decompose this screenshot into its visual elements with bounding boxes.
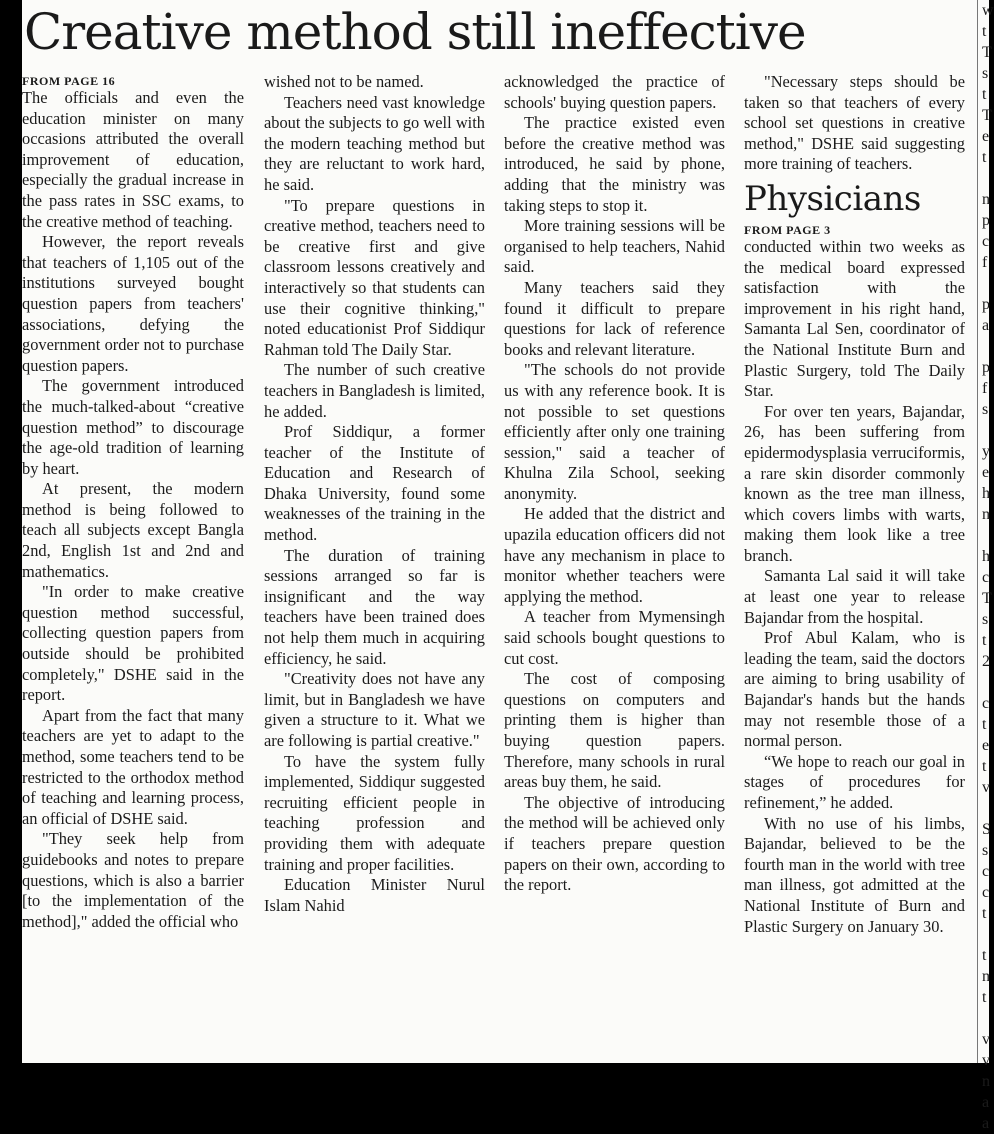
paragraph: conducted within two weeks as the medical board expressed satisfaction with the improvement in his right hand, Samanta Lal Sen, coordinator of the National Institute Burn and Plastic Surgery, told The Daily Star. [744,236,965,401]
paragraph: More training sessions will be organised to help teachers, Nahid said. [504,216,725,277]
paragraph: Prof Abul Kalam, who is leading the team, said the doctors are aiming to bring usability of Bajandar's hands but the hands may not resemble those of a normal person. [744,628,965,751]
paragraph: "To prepare questions in creative method, teachers need to be creative first and give classroom lessons creatively and interactively so that students can use their cognitive thinking," noted educationist Prof Siddiqur Rahman told The Daily Star. [264,195,485,359]
paragraph: The number of such creative teachers in Bangladesh is limited, he added. [264,360,485,421]
paragraph: Prof Siddiqur, a former teacher of the Institute of Education and Research of Dhaka University, found some weaknesses of the training in the method. [264,422,485,545]
article-column-2 [264,72,485,916]
article-column-1 [22,72,244,932]
article-headline: Creative method still ineffective [24,3,806,61]
paragraph: "Necessary steps should be taken so that teachers of every school set questions in creative method," DSHE said suggesting more training of teachers. [744,72,965,174]
column-rule [977,0,978,1063]
paragraph: Many teachers said they found it difficult to prepare questions for lack of reference books and relevant literature. [504,277,725,359]
paragraph: However, the report reveals that teachers of 1,105 out of the institutions surveyed bought question papers from teachers' associations, defying the government order not to purchase question papers. [22,232,244,375]
paragraph: The government introduced the much-talked-about “creative question method” to discourage the age-old tradition of learning by heart. [22,376,244,478]
paragraph: To have the system fully implemented, Siddiqur suggested recruiting efficient people in teaching profession and providing them with adequate training and proper facilities. [264,751,485,874]
paragraph: For over ten years, Bajandar, 26, has been suffering from epidermodysplasia verruciformis, a rare skin disorder commonly known as the tree man illness, which covers limbs with warts, making them look like a tree branch. [744,401,965,565]
paragraph: The practice existed even before the creative method was introduced, he said by phone, adding that the ministry was taking steps to stop it. [504,113,725,215]
paragraph: The officials and even the education minister on many occasions attributed the overall improvement of education, especially the gradual increase in the pass rates in SSC exams, to the creative method of teaching. [22,88,244,231]
paragraph: He added that the district and upazila education officers did not have any mechanism in place to monitor whether teachers were applying the method. [504,504,725,606]
paragraph: Samanta Lal said it will take at least one year to release Bajandar from the hospital. [744,566,965,627]
paragraph: A teacher from Mymensingh said schools bought questions to cut cost. [504,607,725,668]
article-column-4 [744,72,965,937]
paragraph: The duration of training sessions arranged so far is insignificant and the way teachers have been trained does not help them much in acquiring efficiency, he said. [264,545,485,668]
newspaper-clipping [22,0,994,1132]
article-column-3 [504,72,725,896]
continued-from-label: FROM PAGE 16 [22,74,116,88]
paragraph: Apart from the fact that many teachers are yet to adapt to the method, some teachers tend to be restricted to the orthodox method of teaching and learning process, an official of DSHE said. [22,705,244,828]
paragraph: acknowledged the practice of schools' buying question papers. [504,72,725,112]
continued-from-label: FROM PAGE 3 [744,222,831,237]
paragraph: "Creativity does not have any limit, but in Bangladesh we have given a structure to it. What we are following is partial creative." [264,669,485,750]
paragraph: “We hope to reach our goal in stages of procedures for refinement,” he added. [744,751,965,812]
paragraph: wished not to be named. [264,72,424,91]
paragraph: Teachers need vast knowledge about the subjects to go well with the modern teaching method but they are reluctant to work hard, he said. [264,92,485,194]
adjacent-column-fragment: w t T s t T e t n p c f p a p f s y e h n h c T s t 2 c t e t v S s c c t t n t v v n a a [982,2,994,1132]
paragraph: "The schools do not provide us with any reference book. It is not possible to set questions efficiently after only one training session," said a teacher of Khulna Zila School, seeking anonymity. [504,360,725,503]
paragraph: The objective of introducing the method will be achieved only if teachers prepare question papers on their own, according to the report. [504,792,725,895]
paragraph: Education Minister Nurul Islam Nahid [264,875,485,915]
second-article-headline: Physicians [744,178,921,219]
paragraph: "In order to make creative question method successful, collecting question papers from outside should be prohibited completely," DSHE said in the report. [22,582,244,705]
paragraph: At present, the modern method is being followed to teach all subjects except Bangla 2nd, English 1st and 2nd and mathematics. [22,479,244,581]
paragraph: "They seek help from guidebooks and notes to prepare questions, which is also a barrier [to the implementation of the method]," added the official who [22,829,244,931]
paragraph: The cost of composing questions on computers and printing them is higher than buying question papers. Therefore, many schools in rural areas buy them, he said. [504,669,725,792]
paragraph: With no use of his limbs, Bajandar, believed to be the fourth man in the world with tree man illness, got admitted at the National Institute of Burn and Plastic Surgery on January 30. [744,813,965,936]
